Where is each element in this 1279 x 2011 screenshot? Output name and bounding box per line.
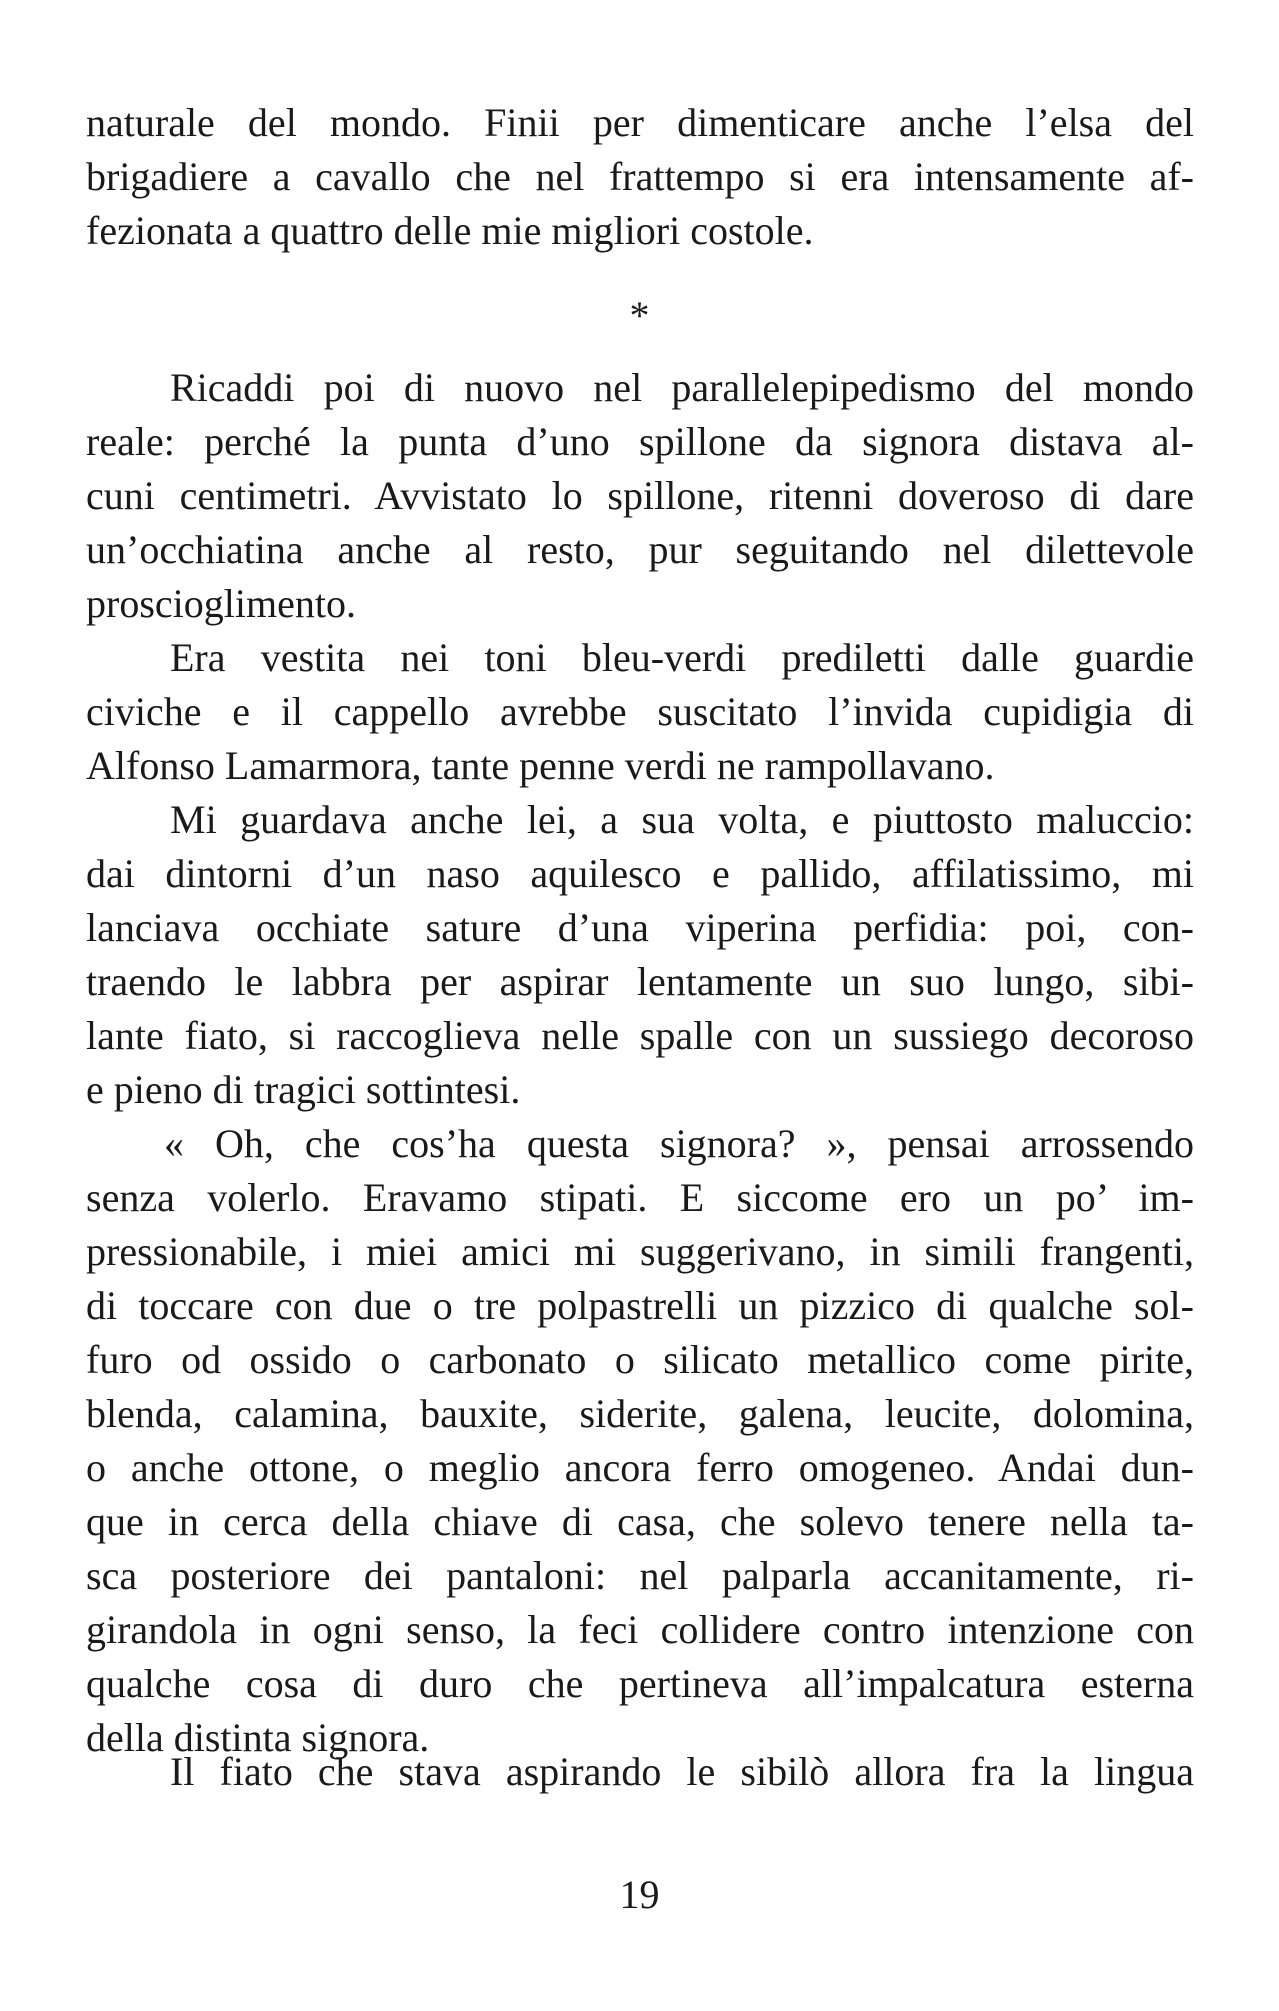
text-line: furo od ossido o carbonato o silicato metallico come pirite,: [86, 1337, 1194, 1382]
text-line: Il fiato che stava aspirando le sibilò allora fra la lingua: [170, 1749, 1194, 1794]
page-number: 19: [619, 1872, 660, 1917]
text-line: senza volerlo. Eravamo stipati. E siccome ero un po’ im-: [86, 1175, 1194, 1220]
text-line: proscioglimento.: [86, 581, 356, 626]
text-line: traendo le labbra per aspirar lentamente un suo lungo, sibi-: [86, 959, 1194, 1004]
text-line: naturale del mondo. Finii per dimenticare anche l’elsa del: [86, 100, 1194, 145]
text-line: della distinta signora.: [86, 1715, 430, 1760]
text-line: di toccare con due o tre polpastrelli un pizzico di qualche sol-: [86, 1283, 1194, 1328]
text-line: pressionabile, i miei amici mi suggerivano, in simili frangenti,: [86, 1229, 1194, 1274]
text-line: e pieno di tragici sottintesi.: [86, 1067, 521, 1112]
text-line: Alfonso Lamarmora, tante penne verdi ne rampollavano.: [86, 743, 995, 788]
text-line: un’occhiatina anche al resto, pur seguitando nel dilettevole: [86, 527, 1194, 572]
text-line: qualche cosa di duro che pertineva all’impalcatura esterna: [86, 1661, 1194, 1706]
text-line: dai dintorni d’un naso aquilesco e pallido, affilatissimo, mi: [86, 851, 1194, 896]
text-line: Mi guardava anche lei, a sua volta, e piuttosto maluccio:: [170, 797, 1194, 842]
text-line: reale: perché la punta d’uno spillone da signora distava al-: [86, 419, 1194, 464]
paragraph-continuation: [86, 96, 1194, 258]
text-line: o anche ottone, o meglio ancora ferro omogeneo. Andai dun-: [86, 1445, 1194, 1490]
text-line: « Oh, che cos’ha questa signora? », pensai arrossendo: [164, 1121, 1194, 1166]
text-line: lante fiato, si raccoglieva nelle spalle con un sussiego decoroso: [86, 1013, 1194, 1058]
text-line: Era vestita nei toni bleu-verdi prediletti dalle guardie: [170, 635, 1194, 680]
text-line: civiche e il cappello avrebbe suscitato l’invida cupidigia di: [86, 689, 1194, 734]
text-line: lanciava occhiate sature d’una viperina perfidia: poi, con-: [86, 905, 1194, 950]
text-line: girandola in ogni senso, la feci collidere contro intenzione con: [86, 1607, 1194, 1652]
text-line: que in cerca della chiave di casa, che solevo tenere nella ta-: [86, 1499, 1194, 1544]
text-line: blenda, calamina, bauxite, siderite, galena, leucite, dolomina,: [86, 1391, 1194, 1436]
paragraph-start: [86, 1745, 1194, 1799]
main-text: [86, 361, 1194, 1765]
text-line: fezionata a quattro delle mie migliori costole.: [86, 208, 814, 253]
text-line: sca posteriore dei pantaloni: nel palparla accanitamente, ri-: [86, 1553, 1194, 1598]
text-line: brigadiere a cavallo che nel frattempo si era intensamente af-: [86, 154, 1194, 199]
text-line: cuni centimetri. Avvistato lo spillone, ritenni doveroso di dare: [86, 473, 1194, 518]
text-line: Ricaddi poi di nuovo nel parallelepipedismo del mondo: [170, 365, 1194, 410]
section-separator-asterisk: *: [629, 293, 650, 338]
